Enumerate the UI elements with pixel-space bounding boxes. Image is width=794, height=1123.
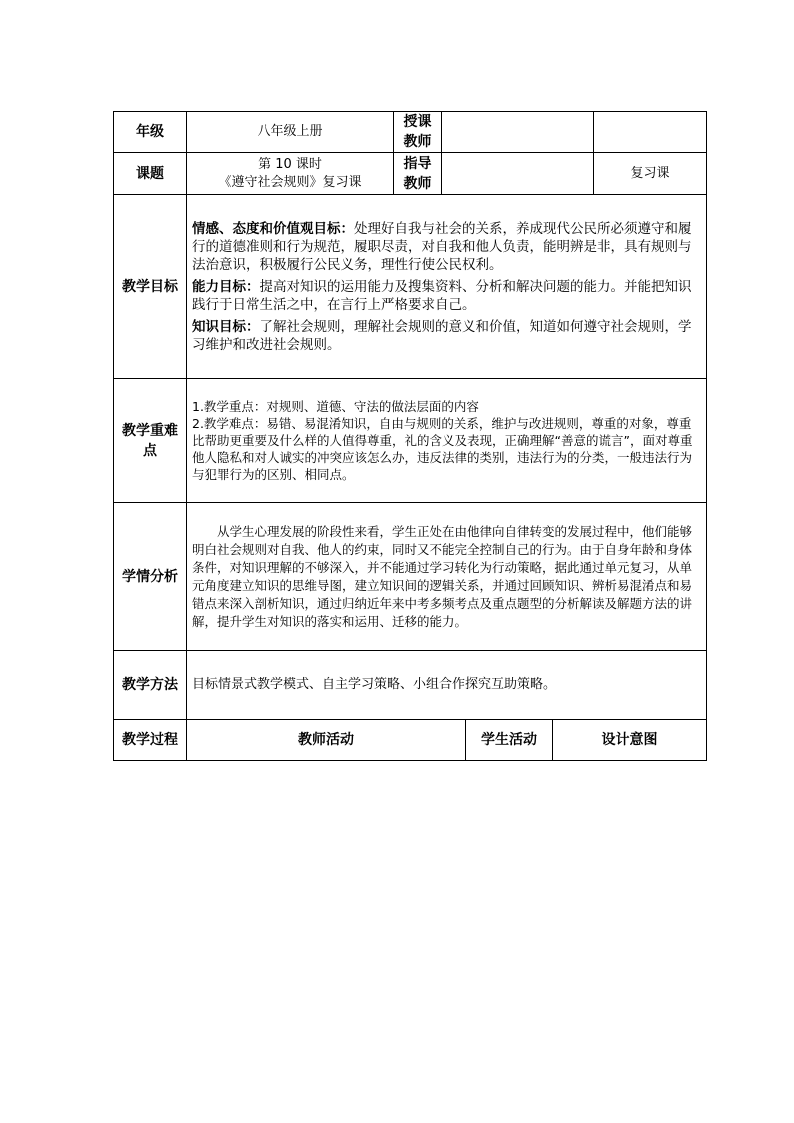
goal-knowledge-text: 了解社会规则，理解社会规则的意义和价值，知道如何遵守社会规则，学习维护和改进社会规则。 (192, 318, 692, 353)
analysis-text: 从学生心理发展的阶段性来看，学生正处在由他律向自律转变的发展过程中，他们能够明白社会规则对自我、他人的约束，同时又不能完全控制自己的行为。由于自身年龄和身体条件，对知识理解的不够深入，并不能通过学习转化为行动策略，据此通过单元复习，从单元角度建立知识的思维导图，建立知识间的逻辑关系，并通过回顾知识、辨析易混淆点和易错点来深入剖析知识，通过归纳近年来中考多频考点及重点题型的分析解读及解题方法的讲解，提升学生对知识的落实和运用、迁移的能力。 (187, 503, 707, 651)
goal-ability-text: 提高对知识的运用能力及搜集资料、分析和解决问题的能力。并能把知识践行于日常生活之中，在言行上严格要求自己。 (192, 278, 692, 313)
topic-row (114, 153, 707, 195)
teacher-label: 授课教师 (394, 112, 442, 153)
goal-knowledge (192, 318, 701, 354)
lesson-plan (113, 111, 706, 761)
keypoints-label: 教学重难点 (114, 379, 187, 503)
goals-label: 教学目标 (114, 195, 187, 379)
grade-value: 八年级上册 (187, 112, 394, 153)
goal-ability (192, 278, 701, 314)
topic-line-1: 第 10 课时 (258, 156, 322, 172)
method-row (114, 651, 707, 720)
guide-value (442, 153, 594, 195)
keypoint-focus: 1.教学重点：对规则、道德、守法的做法层面的内容 (192, 399, 479, 414)
grade-row (114, 112, 707, 153)
goal-knowledge-head: 知识目标： (192, 318, 260, 335)
topic-line-2: 《遵守社会规则》复习课 (218, 174, 362, 190)
goals-content (187, 195, 707, 379)
goal-ability-head: 能力目标： (192, 278, 260, 295)
goal-attitude (192, 220, 701, 274)
keypoint-difficulty: 2.教学难点：易错、易混淆知识，自由与规则的关系，维护与改进规则，尊重的对象，尊重比帮助更重要及什么样的人值得尊重，礼的含义及表现，正确理解“善意的谎言”，面对尊重他人隐私和对人诚实的冲突应该怎么办，违反法律的类别，违法行为的分类，一般违法行为与犯罪行为的区别、相同点。 (192, 416, 693, 482)
keypoints-row (114, 379, 707, 503)
guide-label: 指导教师 (394, 153, 442, 195)
student-activity-header: 学生活动 (466, 720, 553, 761)
grade-label: 年级 (114, 112, 187, 153)
process-label: 教学过程 (114, 720, 187, 761)
goal-attitude-head: 情感、态度和价值观目标： (192, 220, 354, 237)
keypoints-content (187, 379, 707, 503)
design-intent-header: 设计意图 (553, 720, 707, 761)
topic-value (187, 153, 394, 195)
topic-label: 课题 (114, 153, 187, 195)
process-row (114, 720, 707, 761)
method-label: 教学方法 (114, 651, 187, 720)
lesson-type: 复习课 (594, 153, 707, 195)
grade-extra-cell (594, 112, 707, 153)
analysis-row (114, 503, 707, 651)
goals-row (114, 195, 707, 379)
teacher-activity-header: 教师活动 (187, 720, 466, 761)
analysis-label: 学情分析 (114, 503, 187, 651)
method-text: 目标情景式教学模式、自主学习策略、小组合作探究互助策略。 (187, 651, 707, 720)
lesson-plan-table (113, 111, 707, 761)
teacher-value (442, 112, 594, 153)
goal-attitude-text: 处理好自我与社会的关系，养成现代公民所必须遵守和履行的道德准则和行为规范，履职尽责，对自我和他人负责，能明辨是非，具有规则与法治意识，积极履行公民义务，理性行使公民权利。 (192, 220, 692, 273)
